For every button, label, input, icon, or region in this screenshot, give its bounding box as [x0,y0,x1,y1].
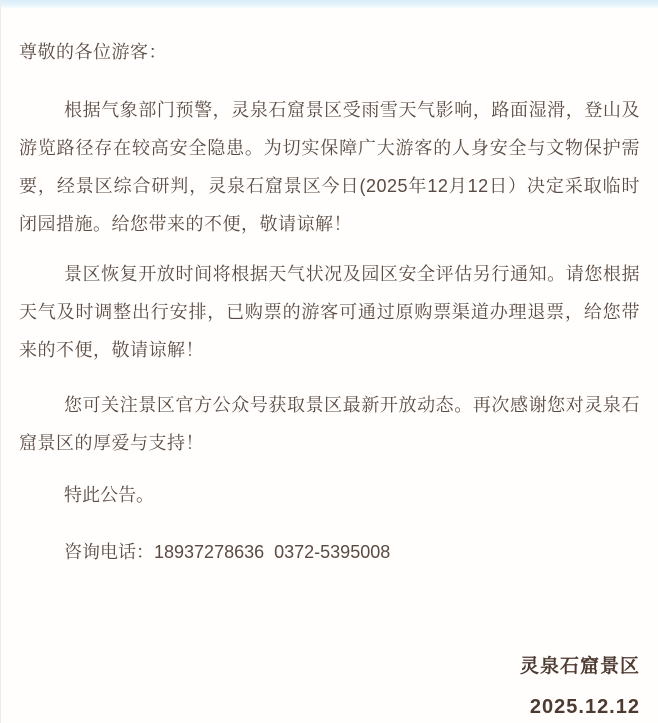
notice-paragraph-followup: 您可关注景区官方公众号获取景区最新开放动态。再次感谢您对灵泉石窟景区的厚爱与支持！ [19,395,640,453]
closing-statement: 特此公告。 [64,485,154,505]
issue-date: 2025.12.12 [529,696,640,718]
signature-block [520,655,640,723]
notice-paragraph-reopening: 景区恢复开放时间将根据天气状况及园区安全评估另行通知。请您根据天气及时调整出行安排，已购票的游客可通过原购票渠道办理退票，给您带来的不便，敬请谅解！ [19,264,640,360]
issuer-name: 灵泉石窟景区 [519,656,640,677]
top-edge-gradient [1,0,658,8]
contact-phone-line: 咨询电话：18937278636 0372-5395008 [64,542,391,562]
notice-body [1,41,658,571]
notice-paragraph-closure: 根据气象部门预警，灵泉石窟景区受雨雪天气影响，路面湿滑，登山及游览路径存在较高安全隐患。为切实保障广大游客的人身安全与文物保护需要，经景区综合研判，灵泉石窟景区今日(2025年12月12日）决定采取临时闭园措施。给您带来的不便，敬请谅解！ [19,100,640,234]
greeting-line: 尊敬的各位游客： [19,42,167,62]
